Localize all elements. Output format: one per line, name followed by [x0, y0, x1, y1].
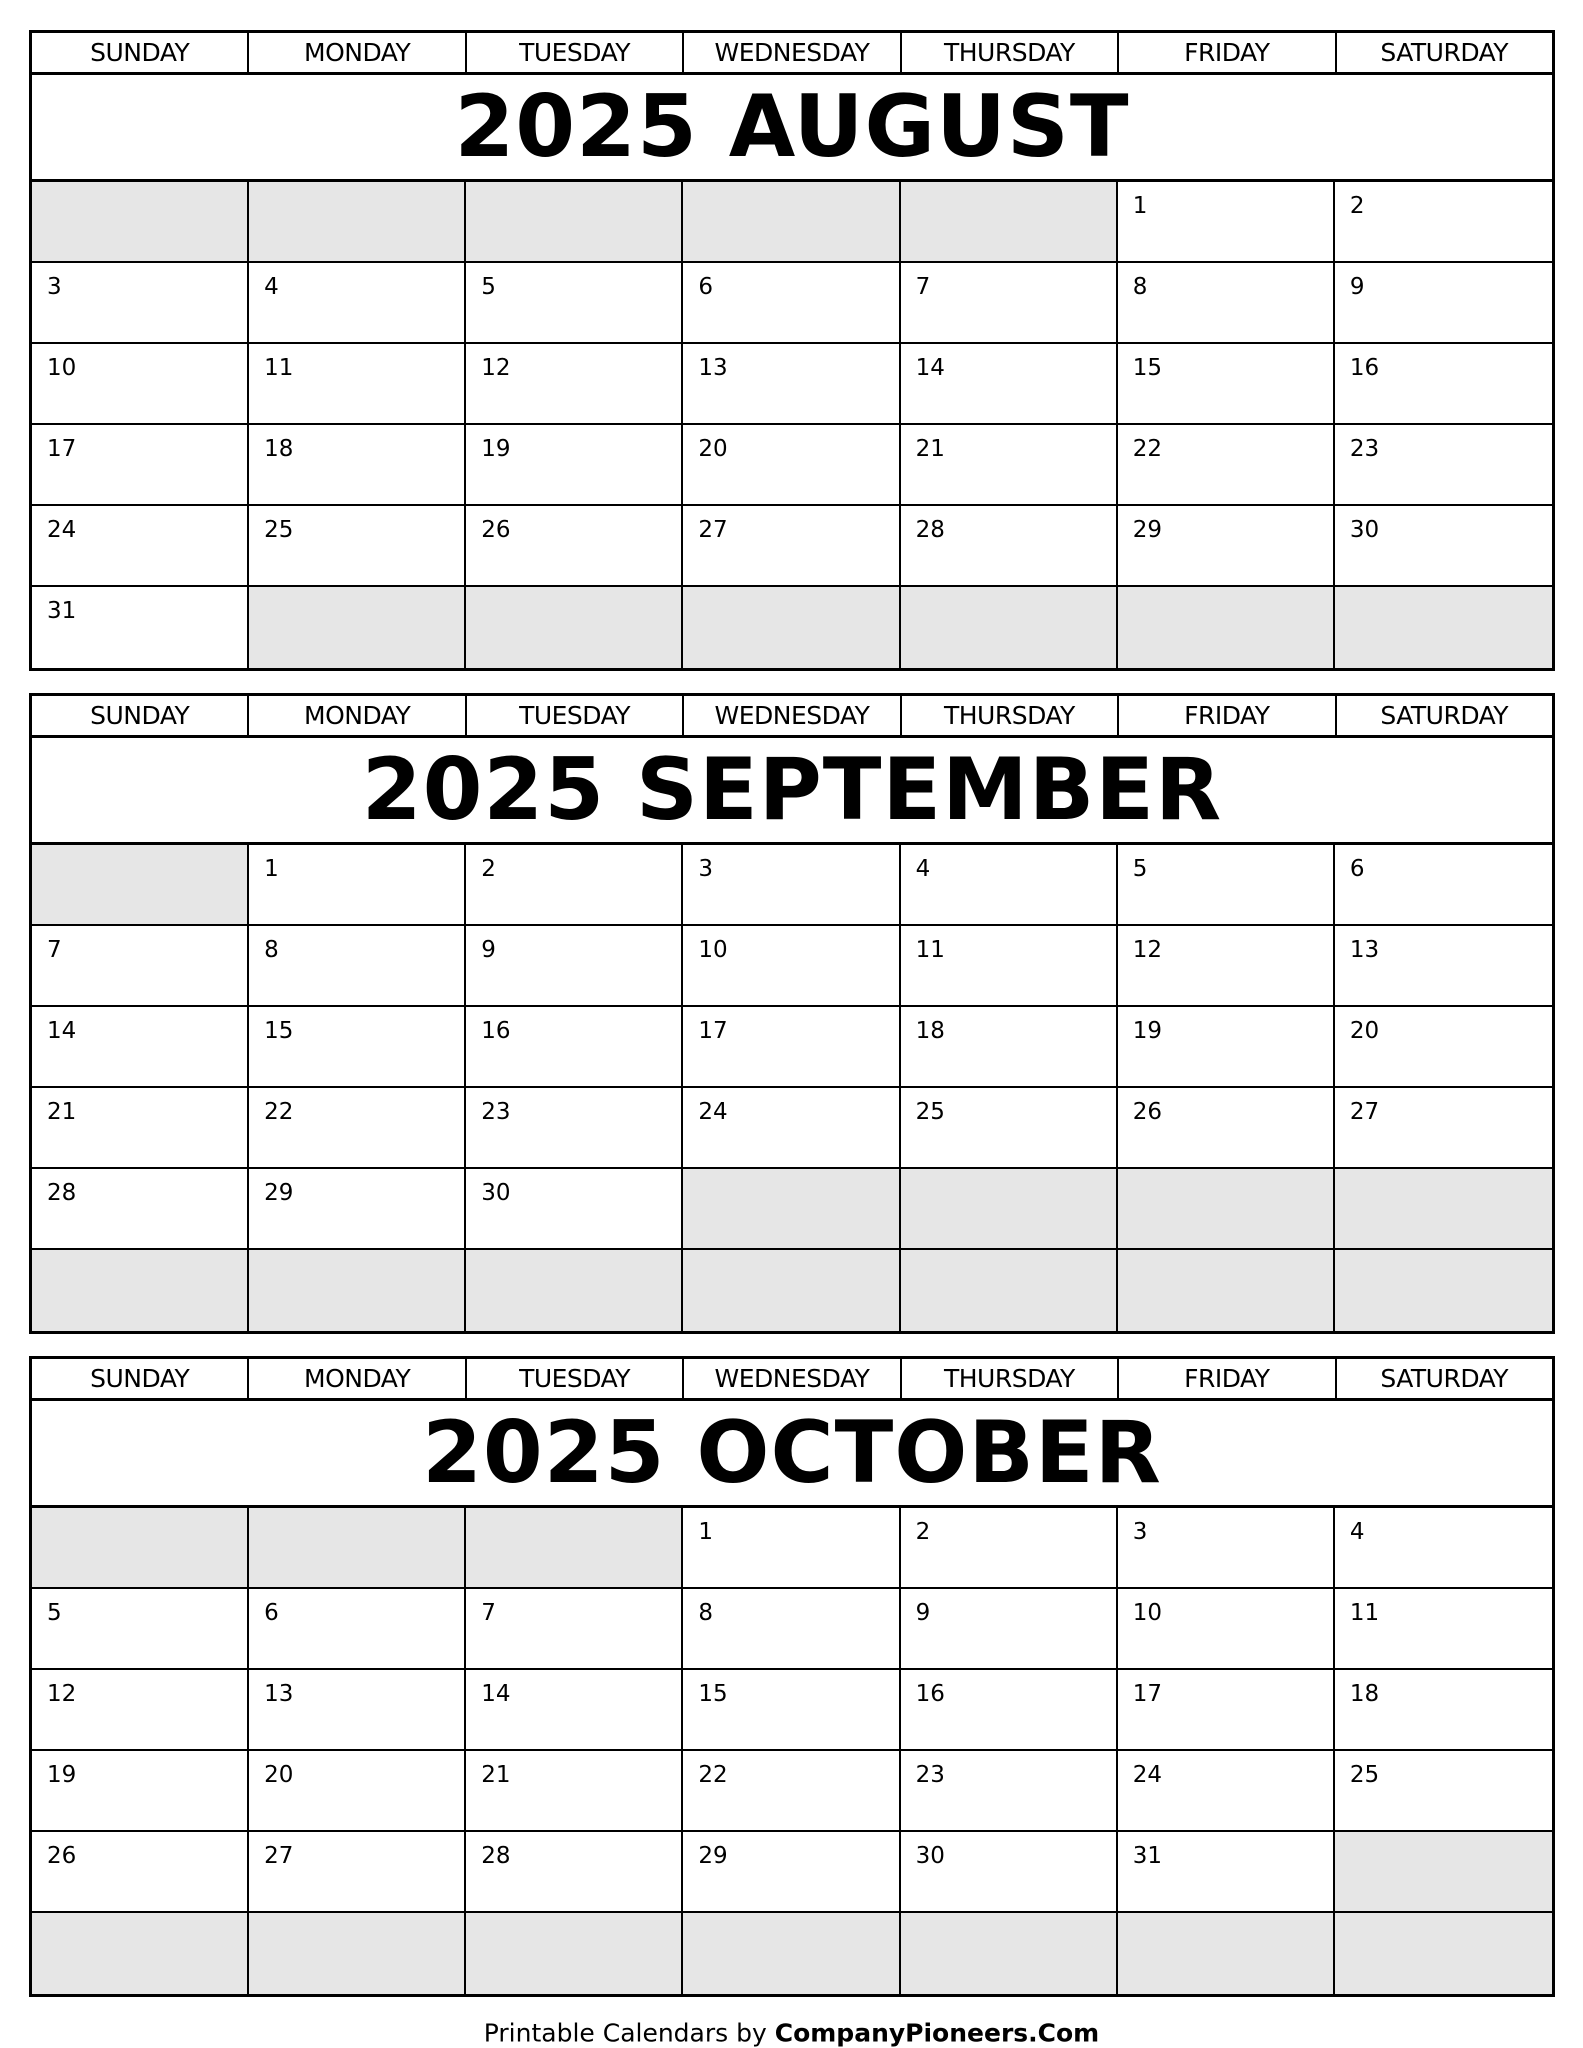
day-number: 27 — [264, 1843, 294, 1869]
day-number: 4 — [264, 274, 279, 300]
day-number: 29 — [264, 1180, 294, 1206]
empty-day-cell — [901, 1169, 1118, 1250]
empty-day-cell — [1335, 1169, 1552, 1250]
day-cell — [1118, 1751, 1335, 1832]
day-number: 18 — [915, 1018, 945, 1044]
day-cell — [1118, 1670, 1335, 1751]
weekday-label-tuesday: TUESDAY — [467, 1359, 684, 1398]
day-number: 10 — [1132, 1600, 1162, 1626]
weekday-header — [32, 696, 1552, 738]
day-cell — [32, 587, 249, 668]
day-cell — [901, 845, 1118, 926]
footer-brand: CompanyPioneers.Com — [774, 2018, 1100, 2048]
day-number: 9 — [481, 937, 496, 963]
day-number: 15 — [698, 1681, 728, 1707]
empty-day-cell — [466, 1913, 683, 1994]
day-number: 2 — [481, 856, 496, 882]
weekday-label-monday: MONDAY — [249, 1359, 466, 1398]
weekday-label-monday: MONDAY — [249, 33, 466, 72]
day-number: 20 — [264, 1762, 294, 1788]
day-cell — [683, 344, 900, 425]
day-cell — [901, 1751, 1118, 1832]
day-number: 15 — [264, 1018, 294, 1044]
day-cell — [32, 1169, 249, 1250]
day-number: 14 — [481, 1681, 511, 1707]
day-cell — [683, 1589, 900, 1670]
weekday-label-wednesday: WEDNESDAY — [684, 696, 901, 735]
empty-day-cell — [32, 845, 249, 926]
day-cell — [683, 1007, 900, 1088]
day-number: 11 — [915, 937, 945, 963]
day-number: 10 — [698, 937, 728, 963]
day-number: 13 — [264, 1681, 294, 1707]
month-title: 2025 SEPTEMBER — [32, 738, 1552, 845]
empty-day-cell — [901, 1913, 1118, 1994]
empty-day-cell — [249, 1250, 466, 1331]
day-number: 24 — [47, 517, 77, 543]
day-grid — [32, 1508, 1552, 1994]
day-number: 3 — [1132, 1519, 1148, 1545]
day-number: 25 — [1349, 1762, 1380, 1788]
day-number: 26 — [481, 517, 511, 543]
month-title: 2025 AUGUST — [32, 75, 1552, 182]
day-cell — [32, 1007, 249, 1088]
day-number: 8 — [1132, 274, 1148, 300]
day-number: 14 — [915, 355, 945, 381]
day-number: 17 — [698, 1018, 728, 1044]
weekday-label-saturday: SATURDAY — [1380, 1364, 1509, 1393]
day-cell — [683, 506, 900, 587]
day-cell — [1335, 344, 1552, 425]
weekday-label-friday: FRIDAY — [1119, 696, 1336, 735]
calendar-october — [29, 1356, 1555, 1997]
empty-day-cell — [1335, 1832, 1552, 1913]
day-cell — [1335, 263, 1552, 344]
empty-day-cell — [683, 1913, 900, 1994]
empty-day-cell — [249, 1508, 466, 1589]
day-number: 7 — [915, 274, 931, 300]
day-cell — [466, 1832, 683, 1913]
day-number: 27 — [1349, 1099, 1380, 1125]
day-cell — [1335, 1589, 1552, 1670]
day-number: 8 — [264, 937, 279, 963]
day-number: 9 — [915, 1600, 931, 1626]
empty-day-cell — [1118, 1250, 1335, 1331]
day-number: 16 — [915, 1681, 945, 1707]
day-number: 6 — [1349, 856, 1365, 882]
day-number: 14 — [47, 1018, 77, 1044]
empty-day-cell — [683, 1169, 900, 1250]
footer-prefix: Printable Calendars by — [483, 2018, 775, 2048]
footer-credit — [0, 2018, 1583, 2048]
weekday-label-sunday: SUNDAY — [32, 33, 249, 72]
day-cell — [683, 1670, 900, 1751]
empty-day-cell — [1118, 1169, 1335, 1250]
day-cell — [1118, 1508, 1335, 1589]
calendar-september — [29, 693, 1555, 1334]
empty-day-cell — [32, 1508, 249, 1589]
day-number: 30 — [915, 1843, 945, 1869]
month-title: 2025 OCTOBER — [32, 1401, 1552, 1508]
day-cell — [32, 1751, 249, 1832]
empty-day-cell — [901, 1250, 1118, 1331]
day-grid — [32, 182, 1552, 668]
day-number: 17 — [1132, 1681, 1162, 1707]
day-cell — [1335, 1007, 1552, 1088]
day-cell — [1118, 1007, 1335, 1088]
day-cell — [683, 1088, 900, 1169]
day-number: 28 — [481, 1843, 511, 1869]
day-number: 7 — [47, 937, 62, 963]
day-number: 2 — [915, 1519, 931, 1545]
day-cell — [1118, 425, 1335, 506]
day-number: 23 — [1349, 436, 1380, 462]
day-cell — [32, 1832, 249, 1913]
day-number: 4 — [915, 856, 931, 882]
day-number: 21 — [915, 436, 945, 462]
day-number: 12 — [481, 355, 511, 381]
empty-day-cell — [1335, 1250, 1552, 1331]
day-cell — [32, 1670, 249, 1751]
day-number: 17 — [47, 436, 77, 462]
day-cell — [1335, 845, 1552, 926]
empty-day-cell — [683, 182, 900, 263]
day-cell — [901, 1832, 1118, 1913]
day-cell — [901, 1007, 1118, 1088]
day-cell — [249, 1007, 466, 1088]
weekday-label-saturday: SATURDAY — [1380, 38, 1509, 67]
day-cell — [901, 1088, 1118, 1169]
day-cell — [1118, 263, 1335, 344]
day-number: 18 — [1349, 1681, 1380, 1707]
day-number: 16 — [1349, 355, 1380, 381]
day-cell — [901, 263, 1118, 344]
weekday-label-thursday: THURSDAY — [902, 33, 1119, 72]
day-cell — [1335, 182, 1552, 263]
day-cell — [901, 926, 1118, 1007]
empty-day-cell — [1335, 587, 1552, 668]
day-number: 23 — [481, 1099, 511, 1125]
day-cell — [249, 1670, 466, 1751]
day-cell — [683, 263, 900, 344]
day-number: 19 — [1132, 1018, 1162, 1044]
empty-day-cell — [32, 1913, 249, 1994]
weekday-label-wednesday: WEDNESDAY — [684, 33, 901, 72]
day-cell — [683, 1508, 900, 1589]
day-number: 21 — [481, 1762, 511, 1788]
weekday-label-tuesday: TUESDAY — [467, 696, 684, 735]
day-number: 28 — [47, 1180, 77, 1206]
day-cell — [1118, 845, 1335, 926]
day-number: 27 — [698, 517, 728, 543]
day-number: 15 — [1132, 355, 1162, 381]
empty-day-cell — [683, 1250, 900, 1331]
day-cell — [683, 1832, 900, 1913]
day-number: 8 — [698, 1600, 714, 1626]
day-cell — [249, 1751, 466, 1832]
weekday-label-friday: FRIDAY — [1119, 33, 1336, 72]
day-cell — [901, 344, 1118, 425]
day-number: 11 — [264, 355, 294, 381]
day-cell — [683, 926, 900, 1007]
day-cell — [466, 425, 683, 506]
day-cell — [901, 1589, 1118, 1670]
weekday-label-wednesday: WEDNESDAY — [684, 1359, 901, 1398]
weekday-label-sunday: SUNDAY — [32, 1359, 249, 1398]
day-number: 29 — [1132, 517, 1162, 543]
day-cell — [249, 425, 466, 506]
day-number: 24 — [698, 1099, 728, 1125]
day-number: 1 — [264, 856, 279, 882]
day-number: 1 — [698, 1519, 714, 1545]
day-cell — [901, 425, 1118, 506]
day-number: 13 — [1349, 937, 1380, 963]
weekday-label-friday: FRIDAY — [1119, 1359, 1336, 1398]
day-cell — [901, 506, 1118, 587]
day-number: 6 — [264, 1600, 279, 1626]
empty-day-cell — [683, 587, 900, 668]
day-number: 23 — [915, 1762, 945, 1788]
day-cell — [249, 344, 466, 425]
day-cell — [32, 263, 249, 344]
day-cell — [466, 1007, 683, 1088]
day-cell — [466, 1751, 683, 1832]
day-cell — [32, 1088, 249, 1169]
day-number: 5 — [481, 274, 496, 300]
day-number: 10 — [47, 355, 77, 381]
day-cell — [901, 1670, 1118, 1751]
day-cell — [249, 506, 466, 587]
day-cell — [466, 1169, 683, 1250]
day-number: 21 — [47, 1099, 77, 1125]
day-cell — [1118, 506, 1335, 587]
day-cell — [1118, 1589, 1335, 1670]
day-cell — [249, 845, 466, 926]
day-number: 3 — [698, 856, 714, 882]
day-number: 31 — [1132, 1843, 1162, 1869]
day-cell — [1335, 1508, 1552, 1589]
day-cell — [466, 926, 683, 1007]
day-cell — [466, 1670, 683, 1751]
day-number: 12 — [47, 1681, 77, 1707]
empty-day-cell — [466, 1250, 683, 1331]
empty-day-cell — [901, 182, 1118, 263]
empty-day-cell — [32, 1250, 249, 1331]
day-number: 22 — [264, 1099, 294, 1125]
weekday-label-saturday: SATURDAY — [1380, 701, 1509, 730]
day-cell — [1335, 425, 1552, 506]
empty-day-cell — [901, 587, 1118, 668]
day-number: 9 — [1349, 274, 1365, 300]
day-number: 6 — [698, 274, 714, 300]
empty-day-cell — [1118, 587, 1335, 668]
day-cell — [466, 506, 683, 587]
empty-day-cell — [32, 182, 249, 263]
empty-day-cell — [249, 1913, 466, 1994]
day-cell — [1335, 1088, 1552, 1169]
day-number: 19 — [47, 1762, 77, 1788]
day-cell — [249, 1832, 466, 1913]
day-cell — [32, 506, 249, 587]
weekday-label-monday: MONDAY — [249, 696, 466, 735]
day-cell — [1118, 182, 1335, 263]
weekday-label-tuesday: TUESDAY — [467, 33, 684, 72]
empty-day-cell — [249, 587, 466, 668]
day-number: 19 — [481, 436, 511, 462]
day-number: 22 — [698, 1762, 728, 1788]
day-number: 20 — [698, 436, 728, 462]
empty-day-cell — [1335, 1913, 1552, 1994]
day-number: 24 — [1132, 1762, 1162, 1788]
empty-day-cell — [1118, 1913, 1335, 1994]
day-cell — [249, 926, 466, 1007]
day-number: 28 — [915, 517, 945, 543]
empty-day-cell — [466, 182, 683, 263]
day-number: 31 — [47, 598, 77, 624]
day-number: 18 — [264, 436, 294, 462]
day-number: 13 — [698, 355, 728, 381]
day-cell — [32, 344, 249, 425]
day-number: 20 — [1349, 1018, 1380, 1044]
day-cell — [1118, 1088, 1335, 1169]
empty-day-cell — [466, 587, 683, 668]
day-number: 25 — [264, 517, 294, 543]
day-number: 5 — [1132, 856, 1148, 882]
day-cell — [466, 845, 683, 926]
day-number: 26 — [1132, 1099, 1162, 1125]
day-number: 26 — [47, 1843, 77, 1869]
weekday-header — [32, 33, 1552, 75]
day-cell — [466, 263, 683, 344]
day-cell — [249, 1088, 466, 1169]
day-cell — [466, 1589, 683, 1670]
weekday-label-thursday: THURSDAY — [902, 696, 1119, 735]
day-grid — [32, 845, 1552, 1331]
day-number: 29 — [698, 1843, 728, 1869]
day-number: 22 — [1132, 436, 1162, 462]
day-number: 30 — [481, 1180, 511, 1206]
day-number: 12 — [1132, 937, 1162, 963]
day-cell — [683, 845, 900, 926]
day-cell — [901, 1508, 1118, 1589]
day-cell — [1335, 1751, 1552, 1832]
day-cell — [466, 344, 683, 425]
day-number: 3 — [47, 274, 62, 300]
day-cell — [32, 926, 249, 1007]
day-cell — [1118, 344, 1335, 425]
day-number: 25 — [915, 1099, 945, 1125]
day-cell — [683, 1751, 900, 1832]
day-cell — [1335, 506, 1552, 587]
day-number: 11 — [1349, 1600, 1380, 1626]
weekday-label-sunday: SUNDAY — [32, 696, 249, 735]
day-number: 16 — [481, 1018, 511, 1044]
day-cell — [1118, 1832, 1335, 1913]
day-number: 5 — [47, 1600, 62, 1626]
weekday-header — [32, 1359, 1552, 1401]
day-cell — [1335, 926, 1552, 1007]
day-cell — [249, 263, 466, 344]
day-number: 4 — [1349, 1519, 1365, 1545]
day-cell — [683, 425, 900, 506]
day-cell — [249, 1169, 466, 1250]
weekday-label-thursday: THURSDAY — [902, 1359, 1119, 1398]
day-cell — [32, 425, 249, 506]
day-number: 2 — [1349, 193, 1365, 219]
day-number: 30 — [1349, 517, 1380, 543]
day-cell — [1118, 926, 1335, 1007]
day-number: 7 — [481, 1600, 496, 1626]
calendar-august — [29, 30, 1555, 671]
day-cell — [32, 1589, 249, 1670]
day-cell — [466, 1088, 683, 1169]
empty-day-cell — [466, 1508, 683, 1589]
day-cell — [1335, 1670, 1552, 1751]
day-number: 1 — [1132, 193, 1148, 219]
day-cell — [249, 1589, 466, 1670]
empty-day-cell — [249, 182, 466, 263]
